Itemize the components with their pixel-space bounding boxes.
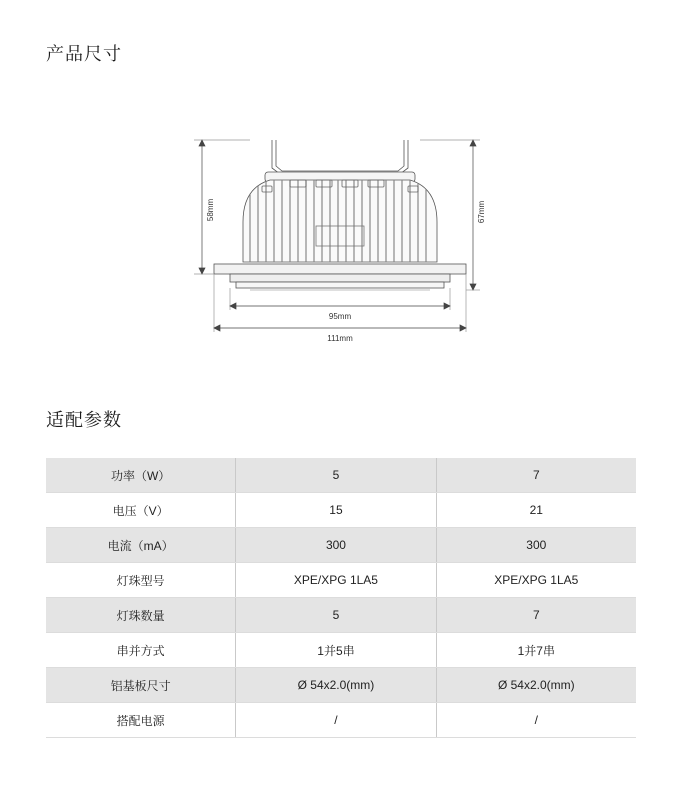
table-row <box>46 598 636 633</box>
lamp-outline <box>214 140 466 290</box>
table-row <box>46 703 636 738</box>
row-label: 功率（W） <box>46 458 236 493</box>
row-label: 串并方式 <box>46 633 236 668</box>
value-col2: / <box>436 703 636 738</box>
value-col1: XPE/XPG 1LA5 <box>236 563 436 598</box>
params-title: 适配参数 <box>46 410 122 431</box>
value-col1: 5 <box>236 598 436 633</box>
value-col1: 300 <box>236 528 436 563</box>
value-col1: 15 <box>236 493 436 528</box>
table-row <box>46 493 636 528</box>
row-label: 搭配电源 <box>46 703 236 738</box>
value-col2: Ø 54x2.0(mm) <box>436 668 636 703</box>
dimension-111mm-label: 111mm <box>327 334 353 343</box>
dimension-67mm-label: 67mm <box>477 200 486 224</box>
value-col1: 5 <box>236 458 436 493</box>
row-label: 灯珠数量 <box>46 598 236 633</box>
row-label: 电流（mA） <box>46 528 236 563</box>
value-col1: 1并5串 <box>236 633 436 668</box>
table-row <box>46 633 636 668</box>
row-label: 灯珠型号 <box>46 563 236 598</box>
value-col2: 7 <box>436 598 636 633</box>
table-row <box>46 563 636 598</box>
row-label: 电压（V） <box>46 493 236 528</box>
table-row <box>46 668 636 703</box>
params-table <box>46 458 636 738</box>
value-col2: 300 <box>436 528 636 563</box>
value-col2: 7 <box>436 458 636 493</box>
row-label: 铝基板尺寸 <box>46 668 236 703</box>
table-row <box>46 528 636 563</box>
value-col2: 1并7串 <box>436 633 636 668</box>
dimension-58mm-label: 58mm <box>206 198 215 222</box>
value-col2: 21 <box>436 493 636 528</box>
table-row <box>46 458 636 493</box>
product-size-title: 产品尺寸 <box>46 44 122 65</box>
dimension-95mm-label: 95mm <box>328 312 352 321</box>
value-col1: Ø 54x2.0(mm) <box>236 668 436 703</box>
value-col1: / <box>236 703 436 738</box>
product-dimension-drawing <box>0 0 682 380</box>
value-col2: XPE/XPG 1LA5 <box>436 563 636 598</box>
